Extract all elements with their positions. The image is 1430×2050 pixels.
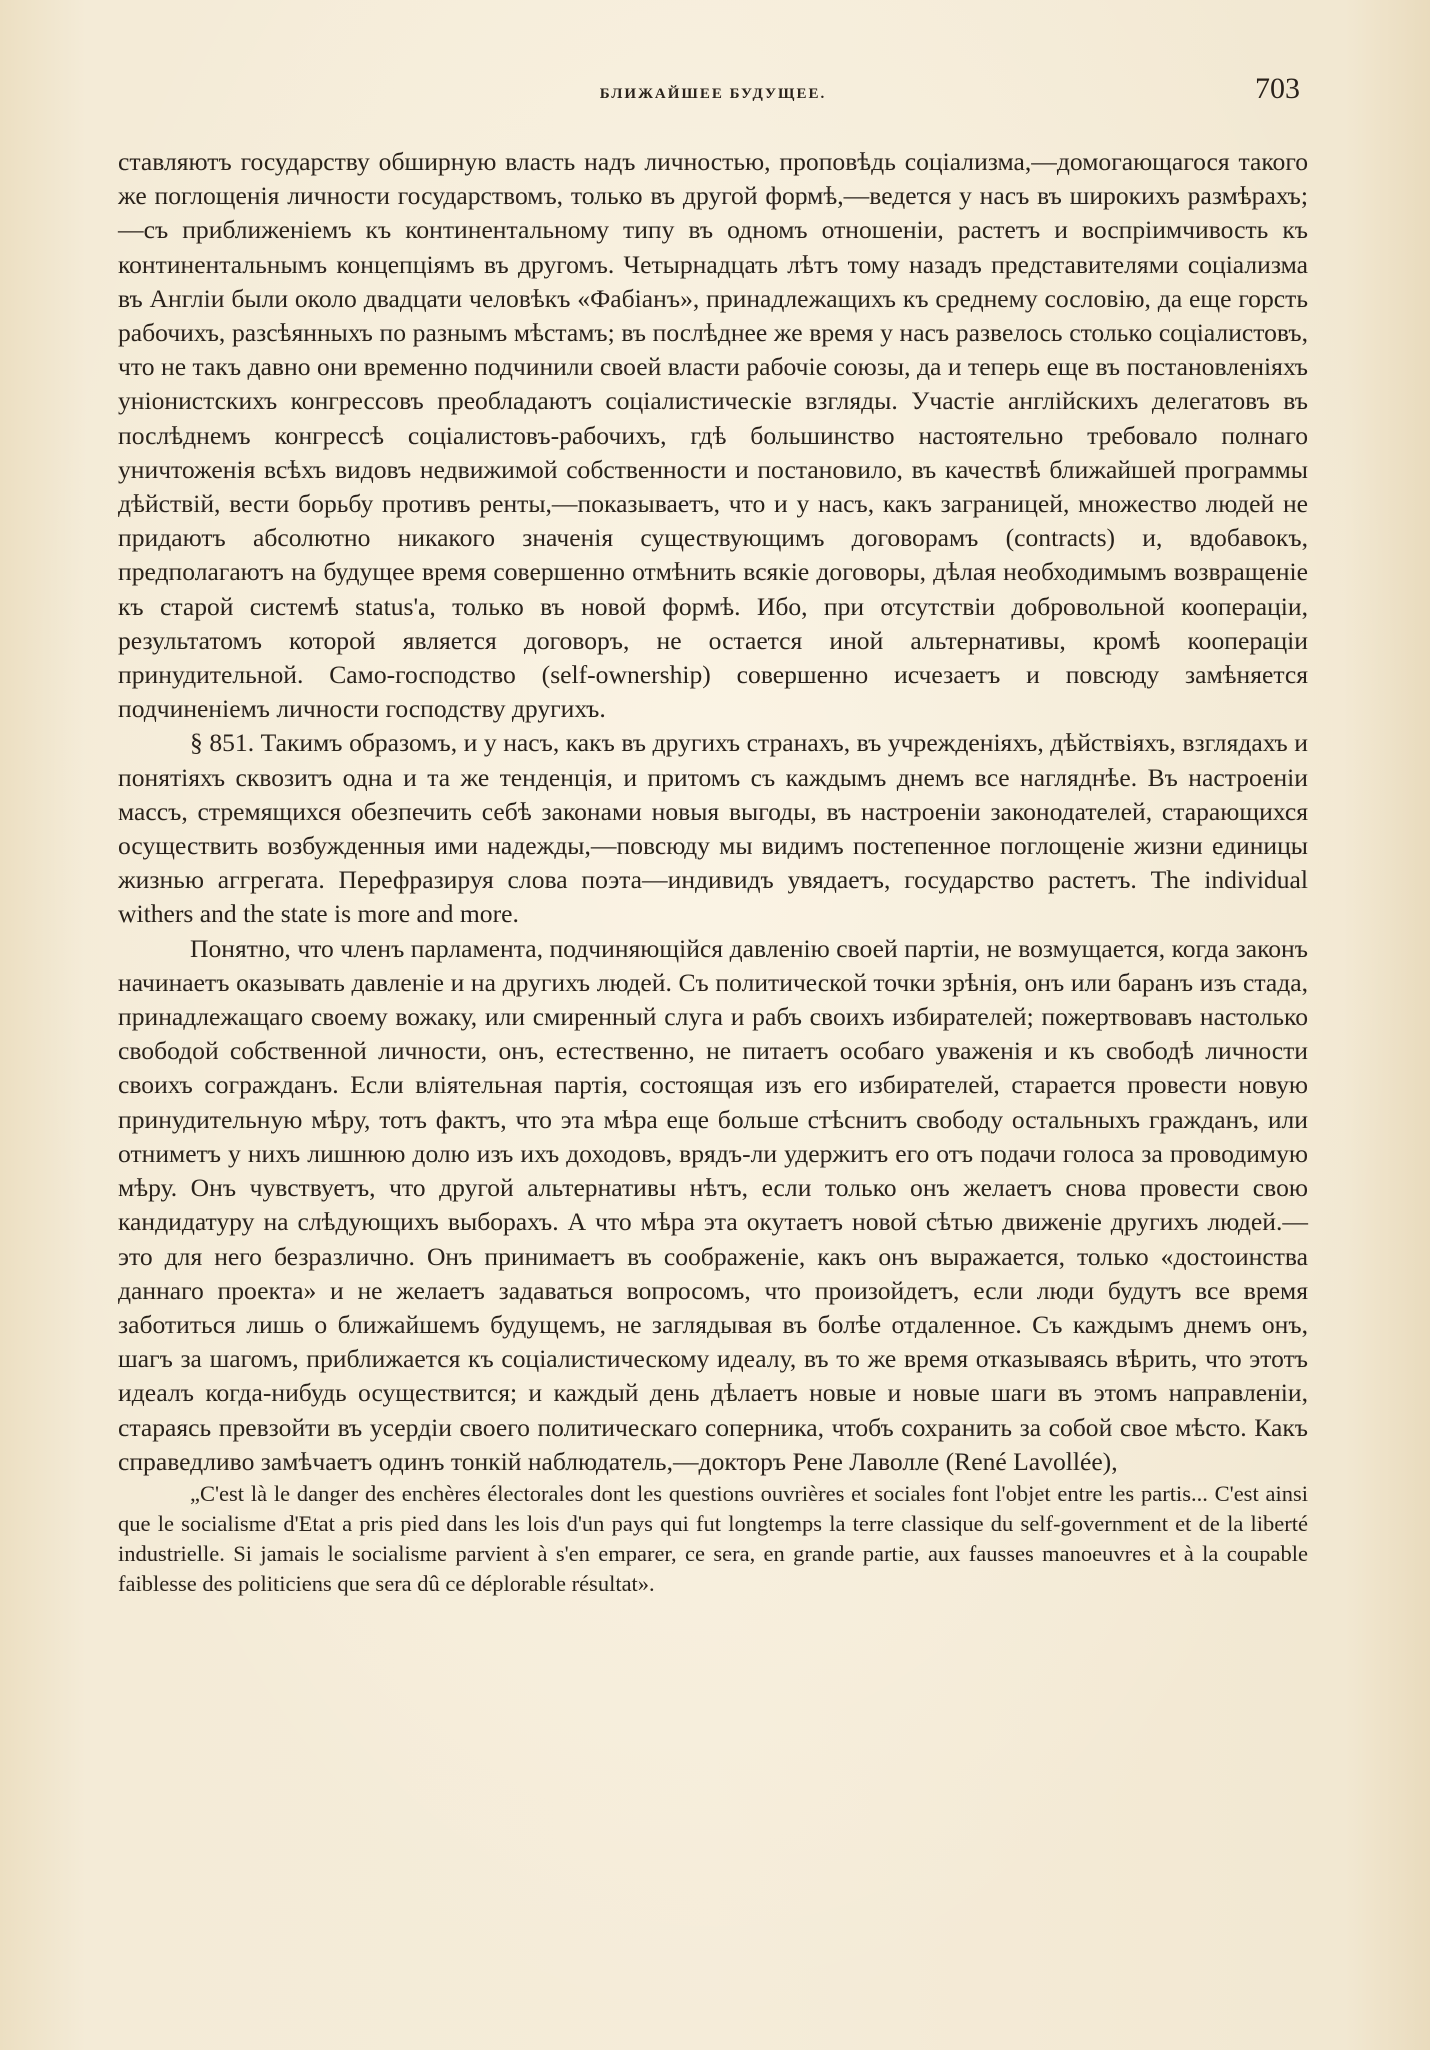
- page-header: [118, 72, 1308, 116]
- french-quotation: „C'est là le danger des enchères électorales dont les questions ouvrières et sociales font l'objet entre les partis... C'est ainsi que le socialisme d'Etat a pris pied dans les lois d'un pays qui fut longtemps la terre classique du self-government et de la liberté industrielle. Si jamais le socialisme parvient à s'en emparer, ce sera, en grande partie, aux fausses manoeuvres et à la coupable faiblesse des politiciens que sera dû ce déplorable résultat».: [118, 1480, 1308, 1596]
- running-head: БЛИЖАЙШЕЕ БУДУЩЕЕ.: [599, 86, 827, 102]
- body-text: [118, 145, 1308, 1599]
- page-number: 703: [1255, 72, 1300, 105]
- paragraph-member-of-parliament: Понятно, что членъ парламента, подчиняющійся давленію своей партіи, не возмущается, когда законъ начинаетъ оказывать давленіе и на другихъ людей. Съ политической точки зрѣнія, онъ или баранъ изъ стада, принадлежащаго своему вожаку, или смиренный слуга и рабъ своихъ избирателей; пожертвовавъ настолько свободой собственной личности, онъ, естественно, не питаетъ особаго уваженія и къ свободѣ личности своихъ согражданъ. Если вліятельная партія, состоящая изъ его избирателей, старается провести новую принудительную мѣру, тотъ фактъ, что эта мѣра еще больше стѣснитъ свободу остальныхъ гражданъ, или отниметъ у нихъ лишнюю долю изъ ихъ доходовъ, врядъ-ли удержитъ его отъ подачи голоса за проводимую мѣру. Онъ чувствуетъ, что другой альтернативы нѣтъ, если только онъ желаетъ снова провести свою кандидатуру на слѣдующихъ выборахъ. А что мѣра эта окутаетъ новой сѣтью движеніе другихъ людей.—это для него безразлично. Онъ принимаетъ въ соображеніе, какъ онъ выражается, только «достоинства даннаго проекта» и не желаетъ задаваться вопросомъ, что произойдетъ, если люди будутъ все время заботиться лишь о ближайшемъ будущемъ, не заглядывая въ болѣе отдаленное. Съ каждымъ днемъ онъ, шагъ за шагомъ, приближается къ соціалистическому идеалу, въ то же время отказываясь вѣрить, что этотъ идеалъ когда-нибудь осуществится; и каждый день дѣлаетъ новые и новые шаги въ этомъ направленіи, стараясь превзойти въ усердіи своего политическаго соперника, чтобъ сохранить за собой свое мѣсто. Какъ справедливо замѣчаетъ одинъ тонкій наблюдатель,—докторъ Рене Лаволле (René Lavollée),: [118, 933, 1308, 1476]
- paragraph-section-851: § 851. Такимъ образомъ, и у насъ, какъ въ другихъ странахъ, въ учрежденіяхъ, дѣйствіяхъ, взглядахъ и понятіяхъ сквозитъ одна и та же тенденція, и притомъ съ каждымъ днемъ все нагляднѣе. Въ настроеніи массъ, стремящихся обезпечить себѣ законами новыя выгоды, въ настроеніи законодателей, старающихся осуществить возбужденныя ими надежды,—повсюду мы видимъ постепенное поглощеніе жизни единицы жизнью аггрегата. Перефразируя слова поэта—индивидъ увядаетъ, государство растетъ. The individual withers and the state is more and more.: [118, 728, 1308, 929]
- paragraph-continuation: ставляютъ государству обширную власть надъ личностью, проповѣдь соціализма,—домогающагося такого же поглощенія личности государствомъ, только въ другой формѣ,—ведется у насъ въ широкихъ размѣрахъ;—съ приближеніемъ къ континентальному типу въ одномъ отношеніи, растетъ и воспріимчивость къ континентальнымъ концепціямъ въ другомъ. Четырнадцать лѣтъ тому назадъ представителями соціализма въ Англіи были около двадцати человѣкъ «Фабіанъ», принадлежащихъ къ среднему сословію, да еще горсть рабочихъ, разсѣянныхъ по разнымъ мѣстамъ; въ послѣднее же время у насъ развелось столько соціалистовъ, что не такъ давно они временно подчинили своей власти рабочіе союзы, да и теперь еще въ постановленіяхъ уніонистскихъ конгрессовъ преобладаютъ соціалистическіе взгляды. Участіе англійскихъ делегатовъ въ послѣднемъ конгрессѣ соціалистовъ-рабочихъ, гдѣ большинство настоятельно требовало полнаго уничтоженія всѣхъ видовъ недвижимой собственности и постановило, въ качествѣ ближайшей программы дѣйствій, вести борьбу противъ ренты,—показываетъ, что и у насъ, какъ заграницей, множество людей не придаютъ абсолютно никакого значенія существующимъ договорамъ (contracts) и, вдобавокъ, предполагаютъ на будущее время совершенно отмѣнить всякіе договоры, дѣлая необходимымъ возвращеніе къ старой системѣ status'а, только въ новой формѣ. Ибо, при отсутствіи добровольной коопераціи, результатомъ которой является договоръ, не остается иной альтернативы, кромѣ коопераціи принудительной. Само-господство (self-ownership) совершенно исчезаетъ и повсюду замѣняется подчиненіемъ личности господству другихъ.: [118, 147, 1308, 724]
